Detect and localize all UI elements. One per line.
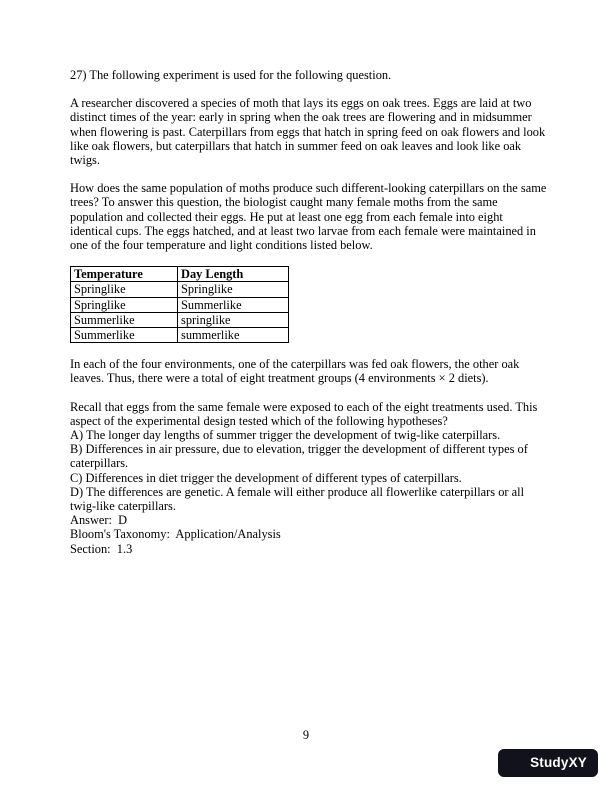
blooms-taxonomy-line: Bloom's Taxonomy: Application/Analysis — [70, 527, 281, 542]
table-cell: Summerlike — [71, 312, 178, 327]
option-c: C) Differences in diet trigger the development of different types of caterpillars. — [70, 470, 462, 485]
table-header-day-length: Day Length — [178, 267, 289, 282]
paragraph-method: How does the same population of moths produce such different-looking caterpillars on the same trees? To answer this question, the biologist caught many female moths from the same population and collected their eggs. He put at least one egg from each female into eight identical cups. The eggs hatched, and at least two larvae from each female were maintained in one of the four temperature and light conditions listed below. — [70, 181, 547, 253]
table-cell: Springlike — [71, 282, 178, 297]
table-row — [71, 328, 289, 343]
studyxy-logo — [498, 749, 598, 777]
paragraph-diets: In each of the four environments, one of the caterpillars was fed oak flowers, the other oak leaves. Thus, there were a total of eight treatment groups (4 environments × 2 diets). — [70, 357, 520, 386]
page-number: 9 — [302, 727, 310, 742]
conditions-table — [70, 266, 289, 343]
option-d: D) The differences are genetic. A female will either produce all flowerlike caterpillars or all twig-like caterpillars. — [70, 484, 528, 514]
option-b: B) Differences in air pressure, due to elevation, trigger the development of different types of caterpillars. — [70, 442, 531, 471]
table-cell: summerlike — [178, 328, 289, 343]
answer-line: Answer: D — [70, 513, 128, 528]
table-row — [71, 312, 289, 327]
option-a: A) The longer day lengths of summer trigger the development of twig-like caterpillars. — [70, 428, 501, 443]
table-cell: Summerlike — [178, 297, 289, 312]
question-intro: 27) The following experiment is used for the following question. — [70, 68, 392, 82]
plus-icon — [509, 756, 524, 771]
table-header-temperature: Temperature — [71, 267, 178, 282]
brand-name: StudyXY — [530, 754, 587, 770]
section-line: Section: 1.3 — [70, 541, 133, 556]
table-header-row — [71, 267, 289, 282]
table-row — [71, 282, 289, 297]
table-cell: Summerlike — [71, 328, 178, 343]
question-stem: Recall that eggs from the same female were exposed to each of the eight treatments used. This aspect of the experimental design tested which of the following hypotheses? — [70, 399, 538, 428]
table-row — [71, 297, 289, 312]
table-cell: Springlike — [178, 282, 289, 297]
question-block — [70, 68, 547, 556]
table-cell: springlike — [178, 312, 289, 327]
table-cell: Springlike — [71, 297, 178, 312]
paragraph-experiment-background: A researcher discovered a species of moth that lays its eggs on oak trees. Eggs are laid at two distinct times of the year: early in spring when the oak trees are flowering and in midsummer when flowering is past. Caterpillars from eggs that hatch in spring feed on oak flowers and look like oak flowers, but caterpillars that hatch in summer feed on oak leaves and look like oak twigs. — [70, 96, 546, 168]
